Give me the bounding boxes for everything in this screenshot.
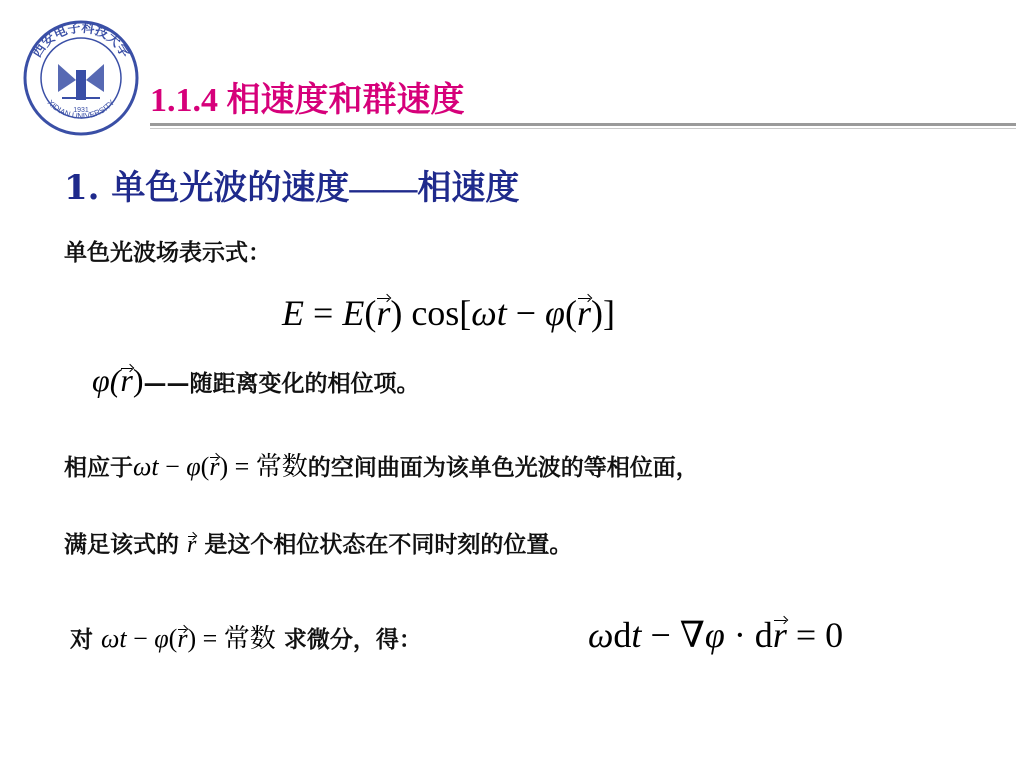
surface-const: 常数 <box>255 452 308 481</box>
phase-term-line <box>92 362 419 399</box>
section-number: 1. <box>64 168 100 208</box>
university-logo <box>18 18 144 138</box>
position-prefix: 满足该式的 <box>64 531 188 558</box>
eq2-zero: 0 <box>825 615 844 655</box>
wave-field-equation: E = E(r) cos[ωt − φ(r)] <box>282 293 615 333</box>
section-heading <box>64 160 519 209</box>
diff-const: 常数 <box>223 624 276 653</box>
differential-equation: ωdt − ∇φ · dr = 0 <box>588 615 844 655</box>
svg-text:西安电子科技大学 <box>29 20 133 61</box>
phase-term-prefix: φ( <box>92 362 121 398</box>
phase-term-r: r <box>120 362 133 398</box>
section-heading-dash: —— <box>349 170 418 207</box>
position-suffix: 是这个相位状态在不同时刻的位置。 <box>196 531 573 558</box>
logo-year: 1931 <box>73 107 89 114</box>
diff-prefix: 对 <box>70 626 102 653</box>
diff-r: r <box>177 624 188 653</box>
diff-middle: 求微分，得： <box>275 626 422 653</box>
section-heading-term: 相速度 <box>417 168 520 208</box>
phase-term-expression <box>92 362 143 398</box>
logo-top-text: 西安电子科技大学 <box>29 20 133 61</box>
title-divider-thin <box>150 128 1016 129</box>
position-r: r <box>187 532 197 558</box>
eq1-r-1: r <box>376 293 391 333</box>
diff-condition: ωt − φ(r) = 常数 <box>101 624 276 653</box>
equiphase-surface-line <box>64 446 699 483</box>
position-line <box>64 526 572 559</box>
surface-prefix: 相应于 <box>64 454 133 481</box>
phase-term-description: ——随距离变化的相位项。 <box>143 370 420 397</box>
differentiate-line <box>70 618 422 655</box>
field-expression-label: 单色光波场表示式： <box>64 239 271 266</box>
section-heading-text: 单色光波的速度 <box>99 168 350 208</box>
logo-bottom-text: XIDIAN UNIVERSITY <box>45 98 117 121</box>
slide-title: 1.1.4 相速度和群速度 <box>150 82 465 119</box>
surface-suffix: 的空间曲面为该单色光波的等相位面， <box>307 454 699 481</box>
surface-condition: ωt − φ(r) = 常数 <box>133 452 308 481</box>
phase-term-suffix: ) <box>132 362 144 398</box>
surface-r: r <box>209 452 220 481</box>
eq2-r: r <box>772 615 787 655</box>
eq1-r-2: r <box>576 293 591 333</box>
title-divider <box>150 123 1016 126</box>
